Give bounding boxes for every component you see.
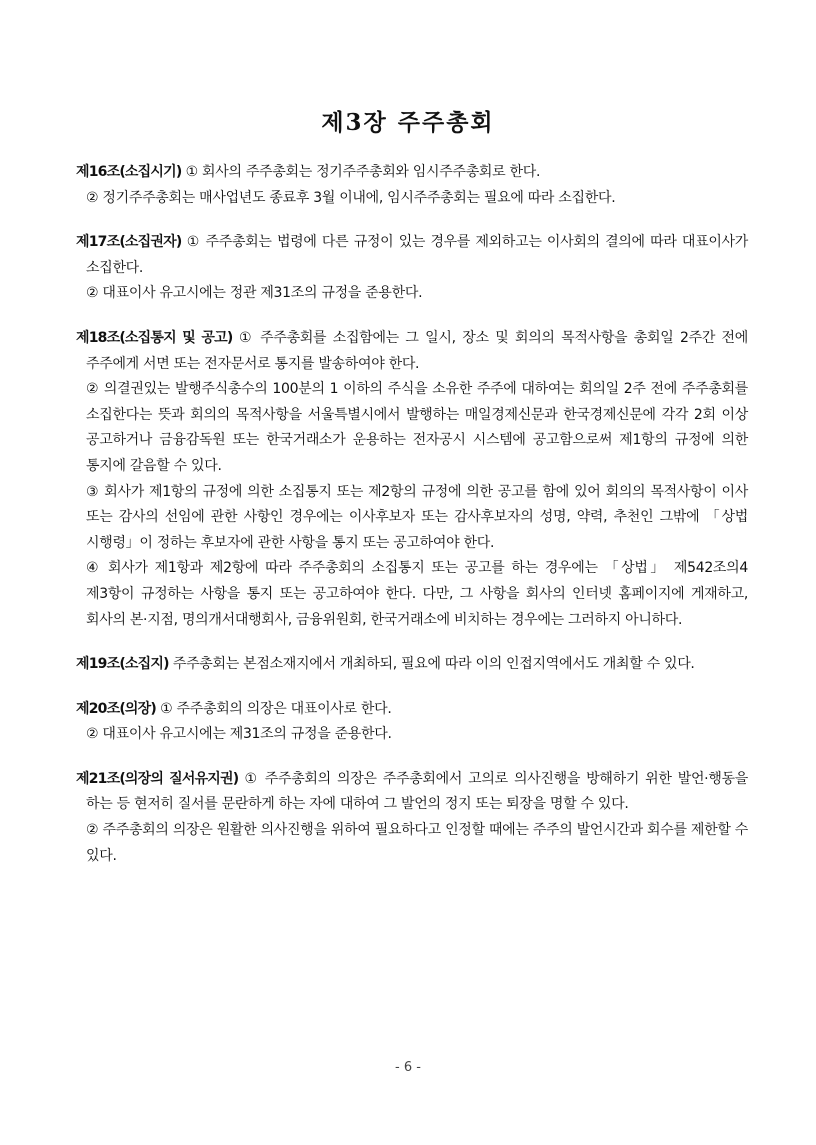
paragraph-text: ① 주주총회는 법령에 다른 규정이 있는 경우를 제외하고는 이사회의 결의에 따라 대표이사가 소집한다.	[86, 234, 748, 276]
article-heading: 제17조(소집권자)	[76, 234, 182, 251]
paragraph-text: ① 회사의 주주총회는 정기주주총회와 임시주주총회로 한다.	[185, 164, 541, 180]
article-paragraph	[76, 697, 748, 723]
article-16	[76, 160, 748, 211]
paragraph-text: 주주총회는 본점소재지에서 개최하되, 필요에 따라 이의 인접지역에서도 개최할 수 있다.	[172, 656, 695, 673]
article-21	[76, 767, 748, 869]
article-paragraph	[76, 652, 748, 678]
article-19	[76, 652, 748, 678]
article-paragraph: ② 의결권있는 발행주식총수의 100분의 1 이하의 주식을 소유한 주주에 대하여는 회의일 2주 전에 주주총회를 소집한다는 뜻과 회의의 목적사항을 서울특별시에서 발행하는 매일경제신문과 한국경제신문에 각각 2회 이상 공고하거나 금융감독원 또는 한국거래소가 운용하는 전자공시 시스템에 공고함으로써 제1항의 규정에 의한 통지에 갈음할 수 있다.	[86, 381, 748, 474]
article-heading: 제18조(소집통지 및 공고)	[76, 329, 233, 346]
article-heading: 제21조(의장의 질서유지권)	[76, 770, 239, 787]
chapter-title: 제3장 주주총회	[321, 109, 495, 136]
article-heading: 제16조(소집시기)	[76, 164, 182, 180]
paragraph-text: ① 주주총회의 의장은 주주총회에서 고의로 의사진행을 방해하기 위한 발언·행동을 하는 등 현저히 질서를 문란하게 하는 자에 대하여 그 발언의 정지 또는 퇴장을 명할 수 있다.	[86, 770, 748, 813]
article-list	[76, 160, 748, 888]
article-18	[76, 326, 748, 633]
article-paragraph	[76, 326, 748, 377]
paragraph-text: ① 주주총회를 소집함에는 그 일시, 장소 및 회의의 목적사항을 총회일 2주간 전에 주주에게 서면 또는 전자문서로 통지를 발송하여야 한다.	[86, 329, 749, 372]
article-paragraph: ② 주주총회의 의장은 원활한 의사진행을 위하여 필요하다고 인정할 때에는 주주의 발언시간과 회수를 제한할 수 있다.	[86, 822, 748, 864]
article-heading: 제20조(의장)	[76, 700, 156, 717]
article-paragraph: ③ 회사가 제1항의 규정에 의한 소집통지 또는 제2항의 규정에 의한 공고를 함에 있어 회의의 목적사항이 이사 또는 감사의 선임에 관한 사항인 경우에는 이사후보자 또는 감사후보자의 성명, 약력, 추천인 그밖에 「상법 시행령」이 정하는 후보자에 관한 사항을 통지 또는 공고하여야 한다.	[86, 483, 748, 551]
article-paragraph: ④ 회사가 제1항과 제2항에 따라 주주총회의 소집통지 또는 공고를 하는 경우에는 「상법」 제542조의4 제3항이 규정하는 사항을 통지 또는 공고하여야 한다. 다만, 그 사항을 회사의 인터넷 홈페이지에 게재하고, 회사의 본·지점, 명의개서대행회사, 금융위원회, 한국거래소에 비치하는 경우에는 그러하지 아니하다.	[86, 560, 748, 628]
paragraph-text: ① 주주총회의 의장은 대표이사로 한다.	[160, 700, 392, 717]
article-paragraph	[76, 767, 748, 818]
article-20	[76, 697, 748, 748]
article-paragraph: ② 정기주주총회는 매사업년도 종료후 3월 이내에, 임시주주총회는 필요에 따라 소집한다.	[86, 189, 616, 206]
page-number: - 6 -	[395, 1060, 421, 1075]
article-17	[76, 230, 748, 307]
article-paragraph	[76, 230, 748, 281]
article-paragraph: ② 대표이사 유고시에는 정관 제31조의 규정을 준용한다.	[86, 285, 423, 302]
article-heading: 제19조(소집지)	[76, 656, 169, 673]
article-paragraph: ② 대표이사 유고시에는 제31조의 규정을 준용한다.	[86, 726, 392, 743]
article-paragraph	[76, 160, 748, 186]
